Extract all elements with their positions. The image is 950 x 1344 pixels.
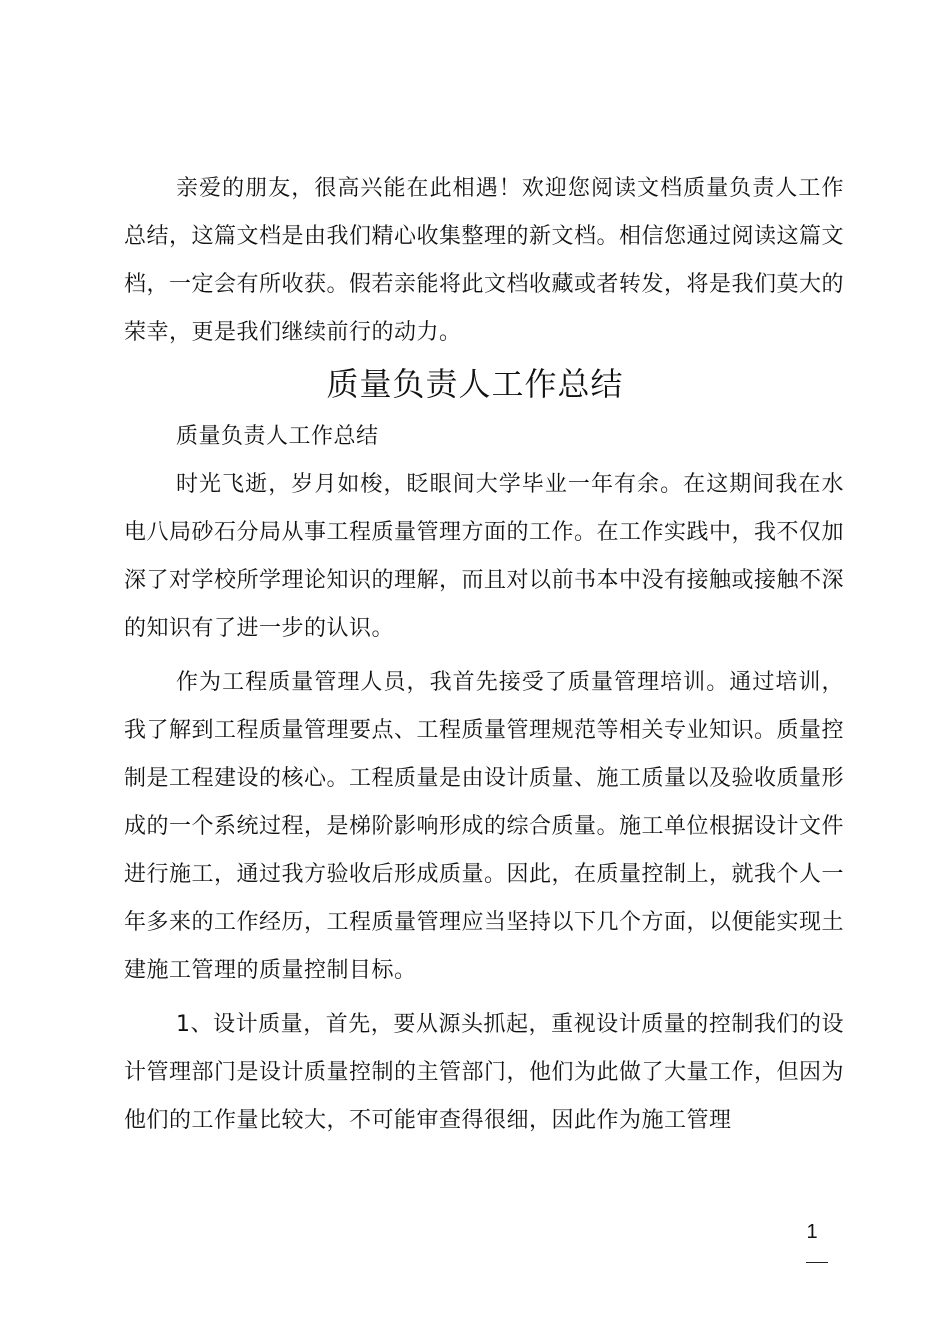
body-paragraph: 作为工程质量管理人员，我首先接受了质量管理培训。通过培训，我了解到工程质量管理要点、工程质量管理规范等相关专业知识。质量控制是工程建设的核心。工程质量是由设计质量、施工质量以及验收质量形成的一个系统过程，是梯阶影响形成的综合质量。施工单位根据设计文件进行施工，通过我方验收后形成质量。因此，在质量控制上，就我个人一年多来的工作经历，工程质量管理应当坚持以下几个方面，以便能实现土建施工管理的质量控制目标。 (124, 670, 845, 983)
document-title: 质量负责人工作总结 (326, 365, 624, 403)
document-body (124, 413, 844, 1145)
body-paragraph: 1、设计质量，首先，要从源头抓起，重视设计质量的控制我们的设计管理部门是设计质量控制的主管部门，他们为此做了大量工作，但因为他们的工作量比较大，不可能审查得很细，因此作为施工管理 (124, 1012, 845, 1133)
greeting-paragraph: 亲爱的朋友，很高兴能在此相遇！欢迎您阅读文档质量负责人工作总结，这篇文档是由我们精心收集整理的新文档。相信您通过阅读这篇文档，一定会有所收获。假若亲能将此文档收藏或者转发，将是我们莫大的荣幸，更是我们继续前行的动力。 (124, 176, 845, 345)
document-subtitle: 质量负责人工作总结 (176, 424, 379, 449)
page-number: 1 (806, 1221, 818, 1243)
body-paragraph: 时光飞逝，岁月如梭，眨眼间大学毕业一年有余。在这期间我在水电八局砂石分局从事工程质量管理方面的工作。在工作实践中，我不仅加深了对学校所学理论知识的理解，而且对以前书本中没有接触或接触不深的知识有了进一步的认识。 (124, 472, 845, 641)
page-number-dash (806, 1262, 828, 1263)
greeting-paragraph-block (124, 165, 844, 357)
